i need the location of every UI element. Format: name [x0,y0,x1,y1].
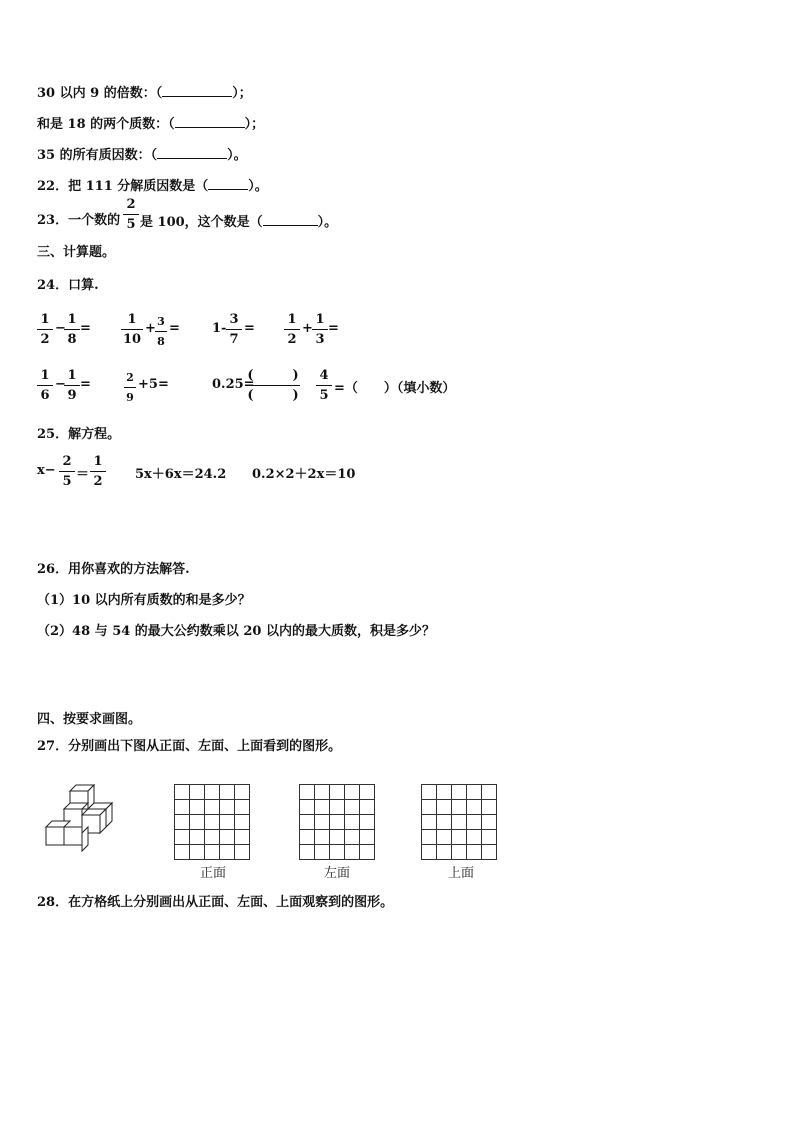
answer-blank[interactable] [175,115,245,128]
answer-blank[interactable] [263,213,318,226]
fraction: 1 3 [312,312,328,347]
fraction: 1 8 [64,312,80,347]
answer-blank[interactable] [162,84,232,97]
equals: ＝ [76,467,90,482]
operator: x− [37,463,56,478]
fraction: 3 8 [155,314,167,349]
question-23-prefix: 23．一个数的 [37,213,121,228]
question-23: 是 100，这个数是（ ）。 [140,215,338,230]
question-27: 27．分别画出下图从正面、左面、上面看到的图形。 [37,739,342,754]
fraction: 1 2 [284,312,300,347]
caption-left: 左面 [324,866,351,881]
question-26: 26．用你喜欢的方法解答. [37,562,190,577]
equals: = [328,321,339,336]
fraction: 1 2 [37,312,53,347]
left-view-grid[interactable] [299,784,375,860]
line-prime-factors-35: 35 的所有质因数：（ ）。 [37,148,247,163]
decimal-answer-blank[interactable]: =（ ）（填小数） [334,381,456,396]
fraction: 4 5 [316,368,332,403]
fraction: 1 10 [122,312,142,347]
answer-blank[interactable] [208,177,248,190]
equation-2: 5x＋6x＝24.2 [135,467,227,482]
question-26-part-1: （1）10 以内所有质数的和是多少？ [37,593,251,608]
question-26-part-2: （2）48 与 54 的最大公约数乘以 20 以内的最大质数，积是多少？ [37,624,435,639]
question-25: 25．解方程。 [37,427,121,442]
caption-front: 正面 [200,866,227,881]
top-view-grid[interactable] [421,784,497,860]
fraction: 2 5 [59,454,75,489]
question-22: 22．把 111 分解质因数是（ ）。 [37,179,268,194]
operator: + [145,321,156,336]
operator: 1- [212,321,227,336]
equals: = [244,321,255,336]
line-two-primes-sum-18: 和是 18 的两个质数：（ ）； [37,117,265,132]
equation-3: 0.2×2＋2x＝10 [252,467,356,482]
operator: − [55,377,66,392]
operator: +5= [138,377,169,392]
section-4-heading: 四、按要求画图。 [37,712,142,727]
line-multiples-of-9: 30 以内 9 的倍数：（ ）； [37,86,252,101]
caption-top: 上面 [448,866,475,881]
question-24: 24．口算. [37,278,99,293]
fraction: 1 9 [64,368,80,403]
fraction: 2 9 [124,370,136,405]
fraction: 1 2 [90,454,106,489]
operator: − [55,321,66,336]
question-28: 28．在方格纸上分别画出从正面、左面、上面观察到的图形。 [37,895,394,910]
fraction-two-fifths: 2 5 [123,197,139,232]
fraction-blank[interactable]: ( ) ( ) [247,368,299,403]
cube-stack-figure [44,783,124,855]
equals: = [169,321,180,336]
operator: + [302,321,313,336]
fraction: 3 7 [226,312,242,347]
fraction: 1 6 [37,368,53,403]
section-3-heading: 三、计算题。 [37,245,116,260]
answer-blank[interactable] [157,146,227,159]
front-view-grid[interactable] [174,784,250,860]
equals: = [80,321,91,336]
equals: = [80,377,91,392]
operator: 0.25= [212,377,255,392]
